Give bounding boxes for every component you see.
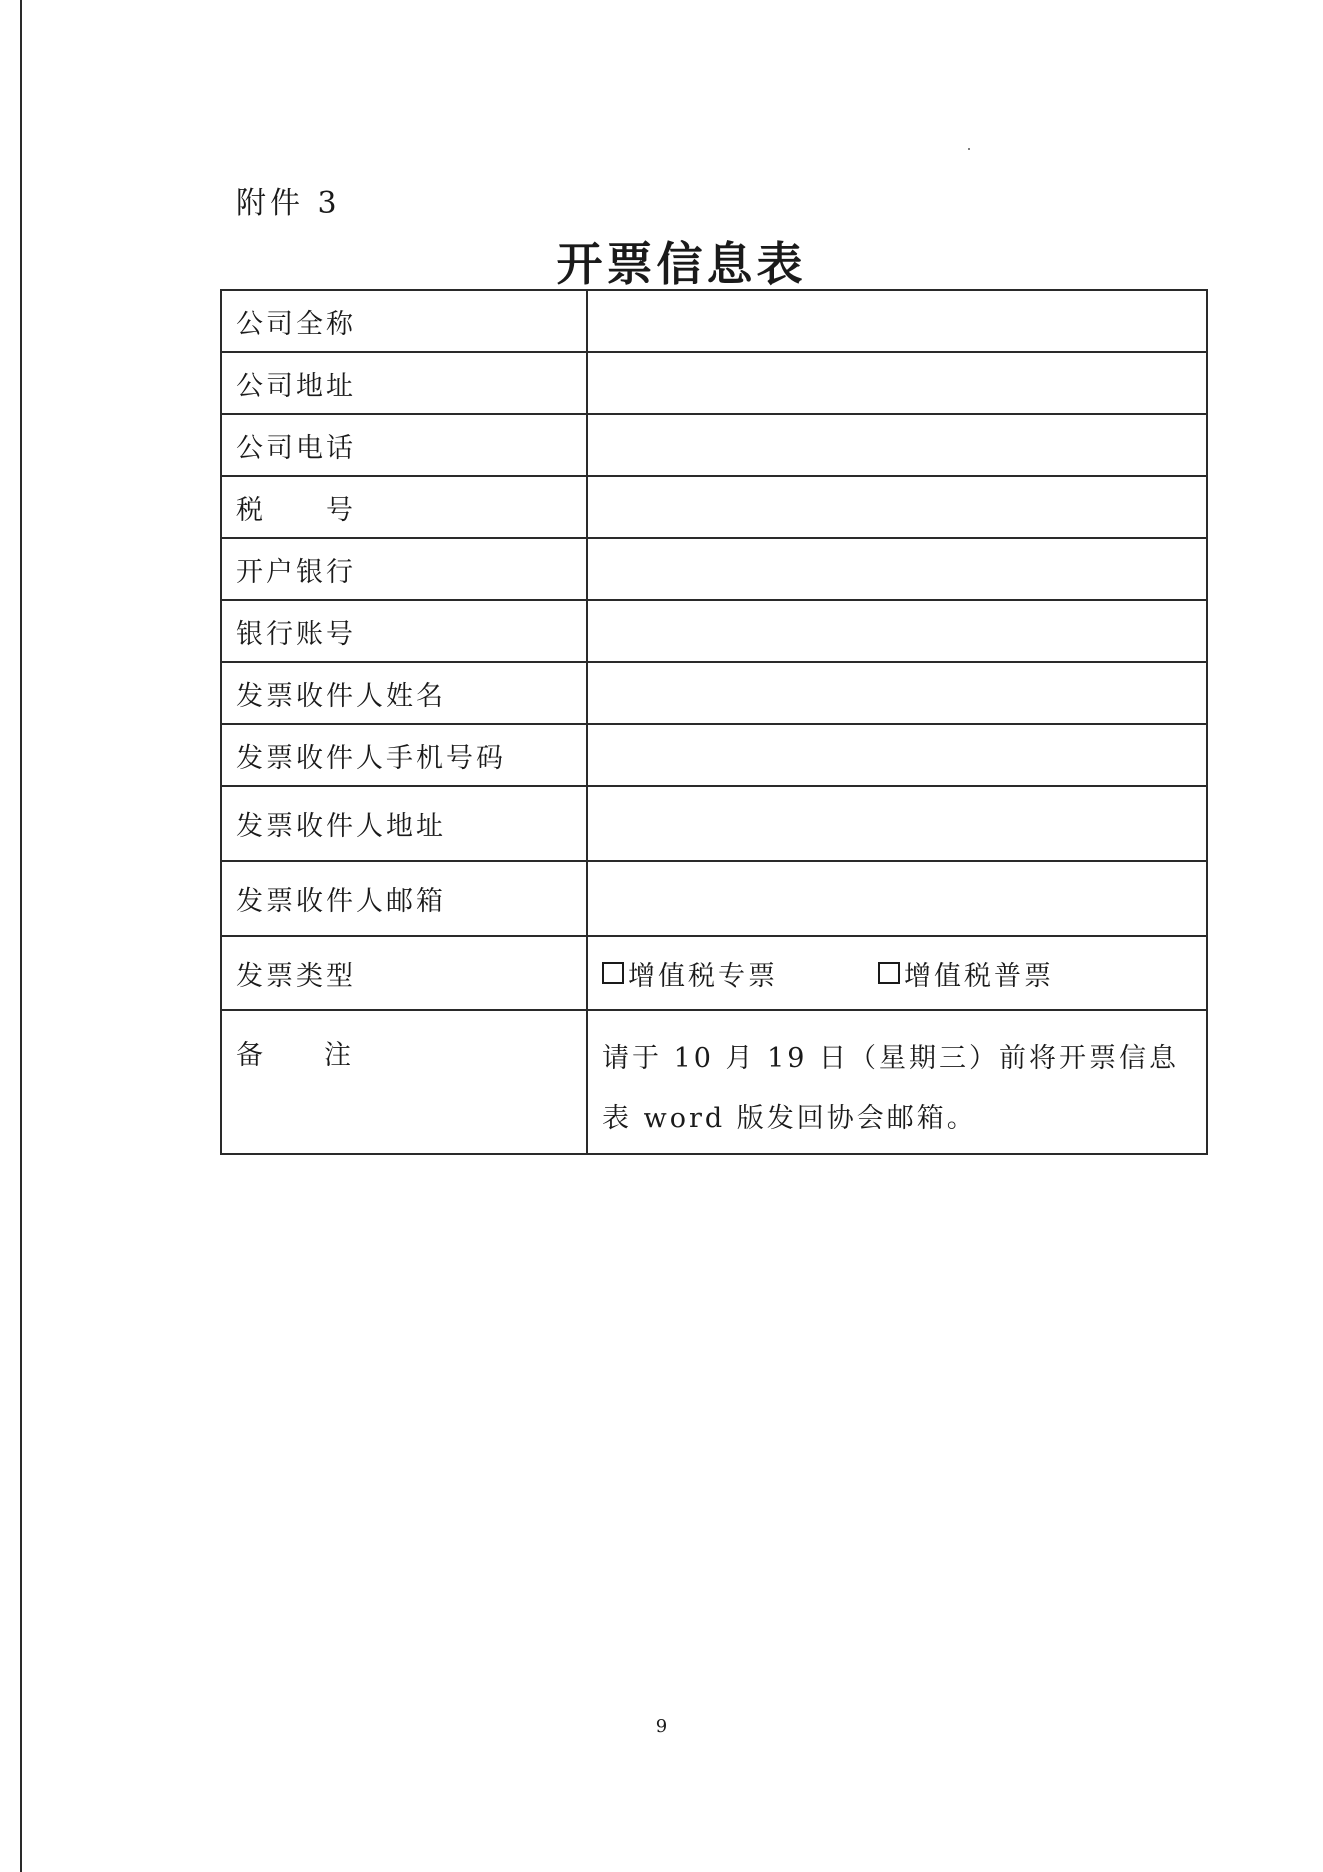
special-vat-invoice-label: 增值税专票 (628, 960, 778, 992)
scan-speck (968, 148, 970, 150)
company-name-label: 公司全称 (221, 290, 587, 352)
recipient-name-field[interactable] (587, 662, 1207, 724)
table-row (221, 662, 1207, 724)
table-row (221, 290, 1207, 352)
table-row (221, 352, 1207, 414)
table-row (221, 414, 1207, 476)
page-number: 9 (655, 1716, 668, 1737)
special-vat-invoice-option[interactable] (602, 954, 778, 993)
tax-number-label-char-1: 税 (236, 494, 266, 526)
document-title: 开票信息表 (556, 237, 807, 291)
recipient-address-label: 发票收件人地址 (221, 786, 587, 861)
invoice-type-label: 发票类型 (221, 936, 587, 1010)
recipient-phone-field[interactable] (587, 724, 1207, 786)
table-row (221, 538, 1207, 600)
invoice-info-table (220, 289, 1208, 1155)
recipient-email-field[interactable] (587, 861, 1207, 936)
invoice-type-options (587, 936, 1207, 1010)
bank-account-label: 银行账号 (221, 600, 587, 662)
recipient-address-field[interactable] (587, 786, 1207, 861)
bank-name-field[interactable] (587, 538, 1207, 600)
tax-number-label-char-2: 号 (326, 494, 356, 526)
table-row (221, 936, 1207, 1010)
tax-number-label (221, 476, 587, 538)
company-phone-field[interactable] (587, 414, 1207, 476)
remarks-label (221, 1010, 587, 1154)
bank-name-label: 开户银行 (221, 538, 587, 600)
table-row (221, 861, 1207, 936)
remarks-label-char-1: 备 (236, 1040, 266, 1071)
table-row (221, 786, 1207, 861)
recipient-phone-label: 发票收件人手机号码 (221, 724, 587, 786)
general-vat-invoice-label: 增值税普票 (904, 960, 1054, 992)
bank-account-field[interactable] (587, 600, 1207, 662)
checkbox-icon[interactable] (878, 962, 900, 984)
checkbox-icon[interactable] (602, 962, 624, 984)
company-address-field[interactable] (587, 352, 1207, 414)
remarks-label-char-2: 注 (324, 1040, 354, 1071)
tax-number-field[interactable] (587, 476, 1207, 538)
recipient-name-label: 发票收件人姓名 (221, 662, 587, 724)
attachment-label: 附件 3 (236, 186, 341, 221)
table-row (221, 1010, 1207, 1154)
company-name-field[interactable] (587, 290, 1207, 352)
company-address-label: 公司地址 (221, 352, 587, 414)
table-row (221, 476, 1207, 538)
table-row (221, 724, 1207, 786)
remarks-text: 请于 10 月 19 日（星期三）前将开票信息表 word 版发回协会邮箱。 (587, 1010, 1207, 1154)
general-vat-invoice-option[interactable] (878, 954, 1054, 993)
recipient-email-label: 发票收件人邮箱 (221, 861, 587, 936)
company-phone-label: 公司电话 (221, 414, 587, 476)
table-row (221, 600, 1207, 662)
